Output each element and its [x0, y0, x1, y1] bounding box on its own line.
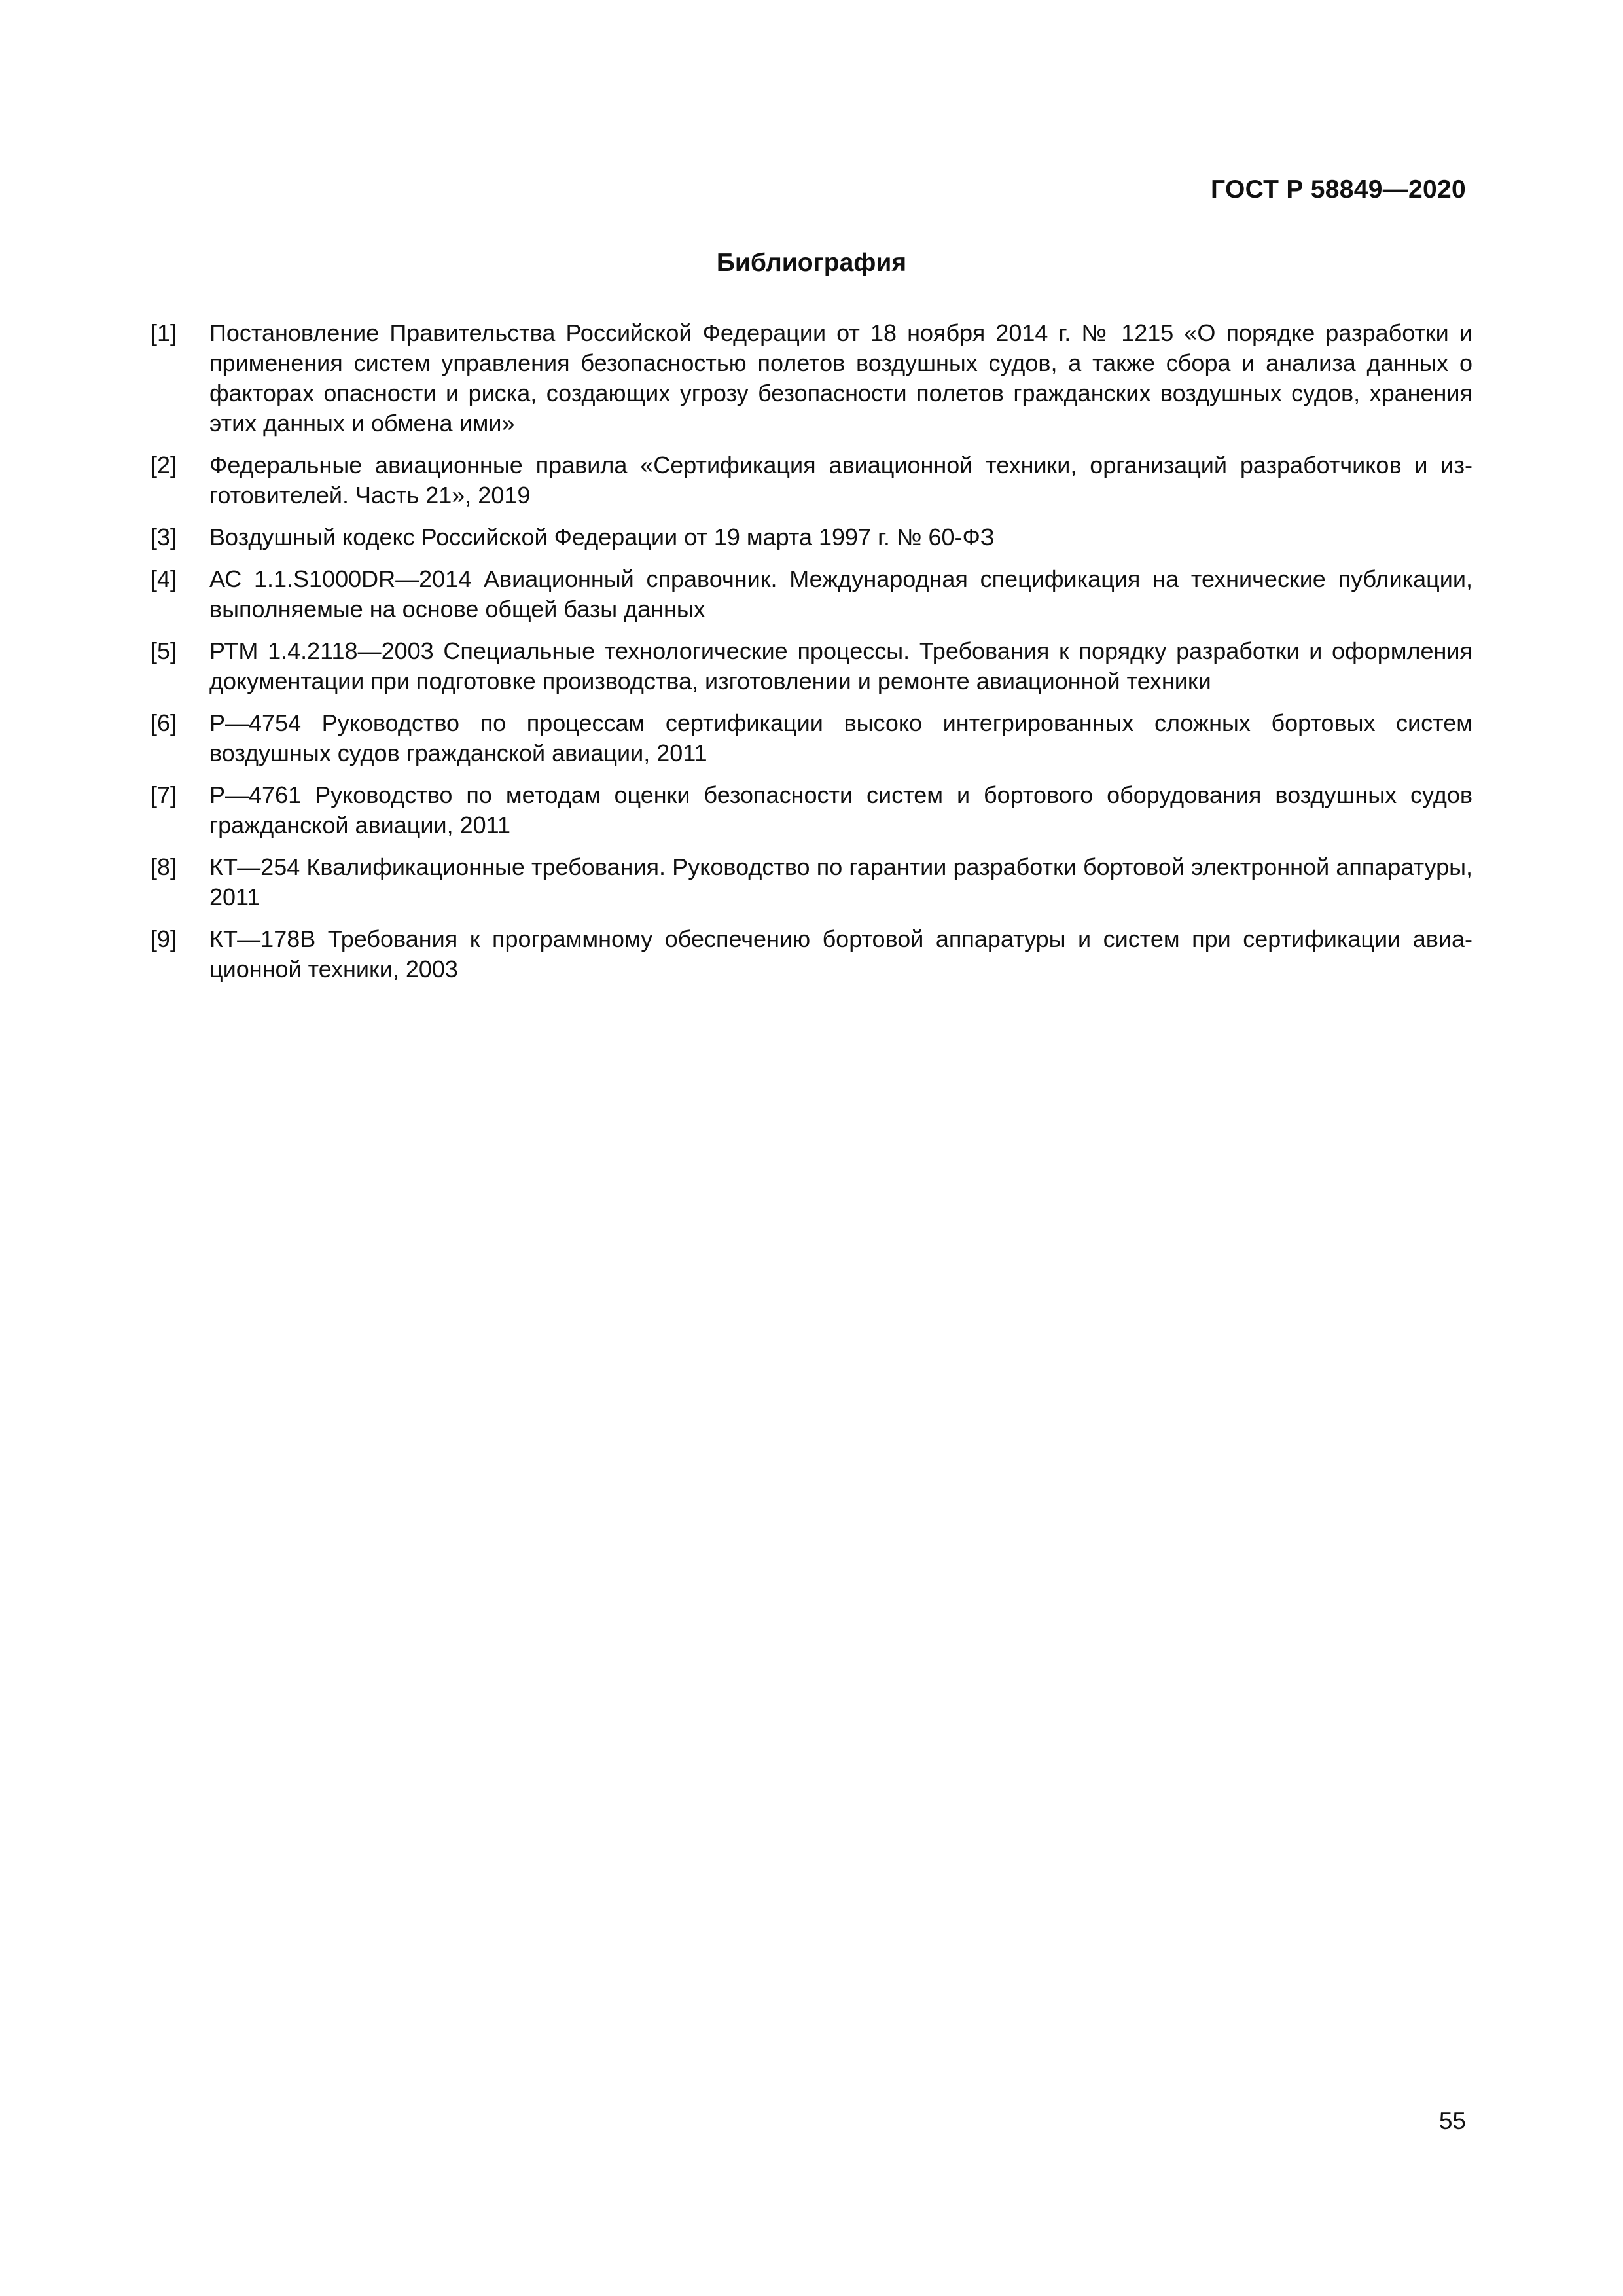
bibliography-number: [9] — [151, 925, 177, 952]
bibliography-item — [151, 780, 1472, 840]
bibliography-item — [151, 522, 1472, 552]
bibliography-item — [151, 636, 1472, 696]
document-code: ГОСТ Р 58849—2020 — [1211, 175, 1466, 204]
bibliography-text: Воздушный кодекс Российской Федерации от 19 марта 1997 г. № 60-ФЗ — [209, 524, 995, 550]
bibliography-number: [4] — [151, 565, 177, 592]
bibliography-number: [8] — [151, 853, 177, 880]
bibliography-number: [2] — [151, 452, 177, 478]
bibliography-text: АС 1.1.S1000DR—2014 Авиационный справочник. Международная спецификация на технические публикации, выполняемые на основе общей базы данных — [209, 565, 1472, 622]
bibliography-number: [1] — [151, 319, 177, 346]
bibliography-number: [7] — [151, 781, 177, 808]
bibliography-text: Р—4761 Руководство по методам оценки безопасности систем и бортового оборудования воздушных судов гражданской авиации, 2011 — [209, 781, 1472, 838]
bibliography-number: [3] — [151, 524, 177, 550]
bibliography-item — [151, 852, 1472, 912]
bibliography-number: [5] — [151, 637, 177, 664]
bibliography-item — [151, 924, 1472, 984]
section-title: Библиография — [716, 249, 907, 277]
bibliography-item — [151, 564, 1472, 624]
bibliography-text: Постановление Правительства Российской Федерации от 18 ноября 2014 г. № 1215 «О порядке разработки и применения систем управления безопасностью полетов воздушных судов, а также сбора и анализа данных о факторах опасности и риска, создающих угрозу безопасности полетов гражданских воздушных судов, хранения этих данных и обмена ими» — [209, 319, 1472, 437]
bibliography-text: РТМ 1.4.2118—2003 Специальные технологические процессы. Требования к порядку разработки и оформления документации при подготовке производства, изготовлении и ремонте авиационной техники — [209, 637, 1472, 694]
bibliography-item — [151, 708, 1472, 768]
bibliography-text: КТ—178В Требования к программному обеспечению бортовой аппаратуры и систем при сертификации авиационной техники, 2003 — [209, 925, 1472, 982]
bibliography-list — [151, 318, 1472, 996]
bibliography-text: Федеральные авиационные правила «Сертификация авиационной техники, организаций разработчиков и изготовителей. Часть 21», 2019 — [209, 452, 1472, 509]
bibliography-item — [151, 318, 1472, 439]
page-number: 55 — [1438, 2108, 1466, 2134]
bibliography-number: [6] — [151, 709, 177, 736]
bibliography-text: КТ—254 Квалификационные требования. Руководство по гарантии разработки бортовой электронной аппаратуры, 2011 — [209, 853, 1472, 910]
bibliography-item — [151, 450, 1472, 511]
bibliography-text: Р—4754 Руководство по процессам сертификации высоко интегрированных сложных бортовых систем воздушных судов гражданской авиации, 2011 — [209, 709, 1472, 766]
